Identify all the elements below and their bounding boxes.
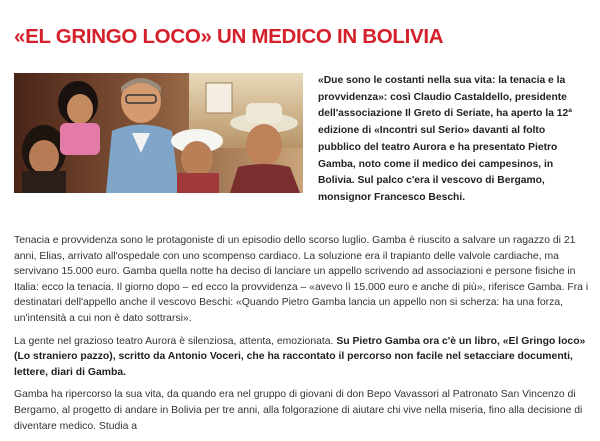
body-paragraph-bold: Su Pietro Gamba ora c'è un libro, «El Gringo loco» (Lo straniero pazzo), scritto da Antonio Voceri, che ha raccontato il percorso non facile nel setacciare documenti, lettere, diari di Gamba. xyxy=(14,335,586,378)
article-headline: «EL GRINGO LOCO» UN MEDICO IN BOLIVIA xyxy=(14,25,444,48)
photo-illustration xyxy=(14,73,303,193)
body-paragraph-text: La gente nel grazioso teatro Aurora è silenziosa, attenta, emozionata. xyxy=(14,335,337,347)
body-paragraph xyxy=(14,334,590,381)
body-paragraph: Gamba ha ripercorso la sua vita, da quando era nel gruppo di giovani di don Bepo Vavassori al Patronato San Vincenzo di Bergamo, al progetto di andare in Bolivia per tre anni, alla folgorazione di aiutare chi vive nella miseria, fino alla decisione di diventare medico. Studia a xyxy=(14,389,583,432)
article-body xyxy=(14,233,590,441)
body-paragraph: Tenacia e provvidenza sono le protagoniste di un episodio dello scorso luglio. Gamba è riuscito a salvare un ragazzo di 21 anni, Elias, arrivato all'ospedale con uno scompenso cardiaco. La soluzione era il trapianto delle valvole cardiache, ma servivano 15.000 euro. Gamba quella notte ha deciso di lanciare un appello scrivendo ad associazioni e persone fisiche in Italia: ecco la tenacia. Il giorno dopo – ed ecco la provvidenza – «avevo lì 15.000 euro e anche di più», riferisce Gamba. Fra i destinatari dell'appello anche il vescovo Beschi: «Quando Pietro Gamba lancia un appello non si scherza: ha una forza, un'intensità a cui non è dato sottrarsi». xyxy=(14,235,589,324)
article-lead: «Due sono le costanti nella sua vita: la tenacia e la provvidenza»: così Claudio Castaldello, presidente dell'associazione Il Greto di Seriate, ha aperto la 12ª edizione di «Incontri sul Serio» davanti al folto pubblico del teatro Aurora e ha presentato Pietro Gamba, noto come il medico dei campesinos, in Bolivia. Sul palco c'era il vescovo di Bergamo, monsignor Francesco Beschi. xyxy=(318,75,573,203)
article-photo xyxy=(14,73,303,193)
